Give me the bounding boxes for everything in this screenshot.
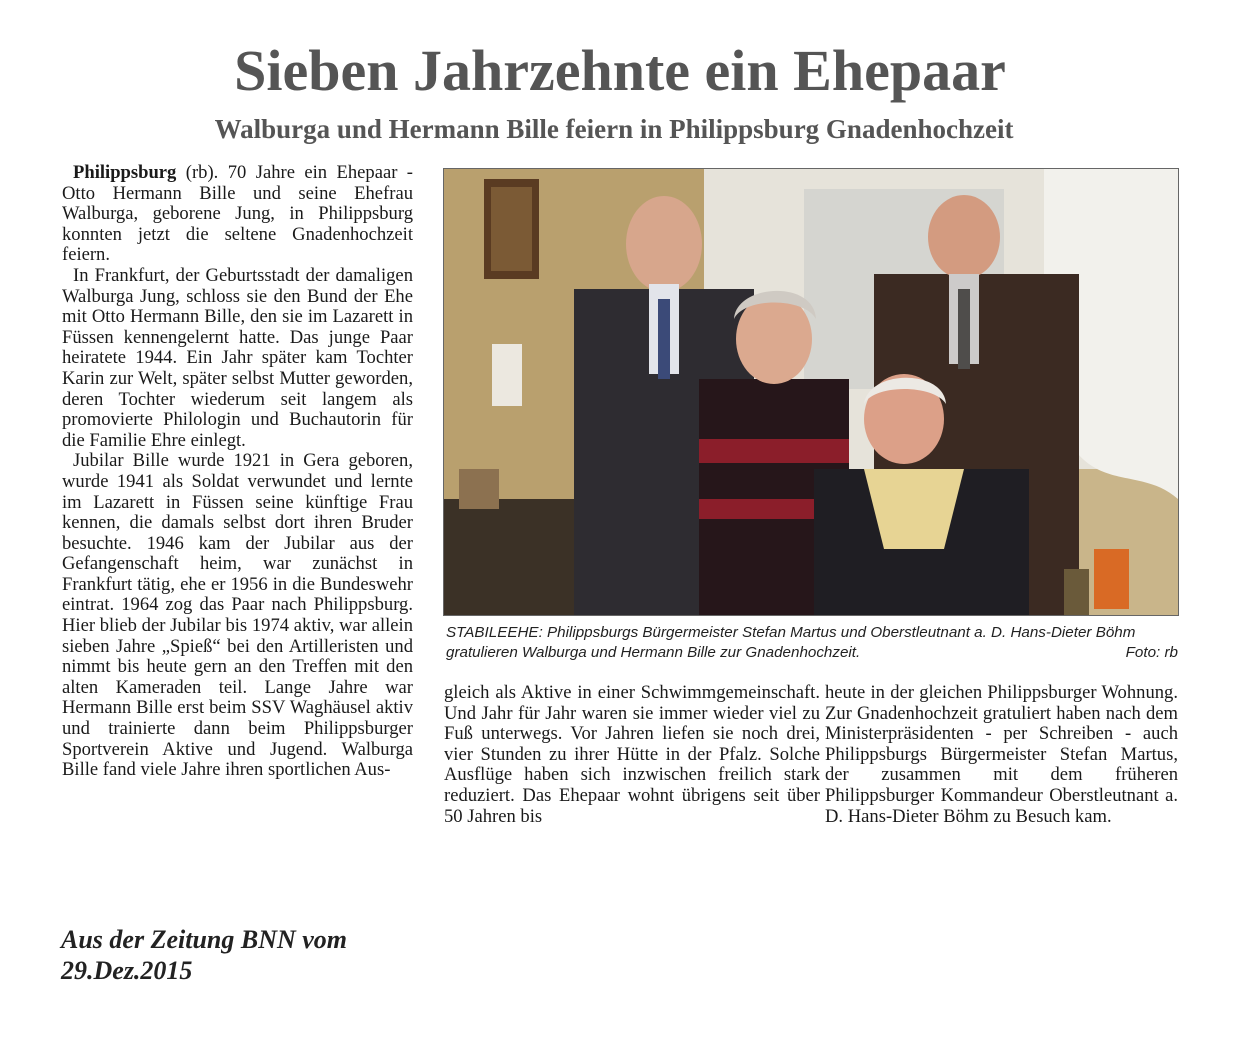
paragraph-1-text: (rb). 70 Jahre ein Ehepaar - Otto Hermann Bille und seine Ehefrau Walburga, geborene Jung, in Philippsburg konnten jetzt die seltene Gnadenhochzeit feiern. xyxy=(62,162,413,266)
article-photo xyxy=(443,168,1179,616)
article-column-1 xyxy=(62,163,413,781)
article-column-3 xyxy=(825,683,1178,827)
headline: Sieben Jahrzehnte ein Ehepaar xyxy=(234,38,1006,103)
source-note-line-2: 29.Dez.2015 xyxy=(61,956,193,985)
source-note-line-1: Aus der Zeitung BNN vom xyxy=(61,925,348,954)
source-note xyxy=(61,924,481,986)
paragraph-continued: gleich als Aktive in einer Schwimmgemeinschaft. Und Jahr für Jahr waren sie immer wieder viel zu Fuß unterwegs. Vor Jahren liefen sie noch drei, vier Stunden zu ihrer Hütte in der Pfalz. Solche Ausflüge haben sich inzwischen freilich stark reduziert. Das Ehepaar wohnt übrigens seit über 50 Jahren bis xyxy=(444,682,820,827)
caption-text: STABILEEHE: Philippsburgs Bürgermeister Stefan Martus und Oberstleutnant a. D. Hans-Dieter Böhm gratulieren Walburga und Hermann Bille zur Gnadenhochzeit. xyxy=(446,624,1136,661)
photo-caption xyxy=(446,623,1178,663)
photo-credit: Foto: rb xyxy=(1125,644,1178,661)
photo-illustration xyxy=(444,169,1178,615)
paragraph-final: heute in der gleichen Philippsburger Wohnung. Zur Gnadenhochzeit gratuliert haben nach dem Ministerpräsidenten - per Schreiben - auch Philippsburgs Bürgermeister Stefan Martus, der zusammen mit dem früheren Philippsburger Kommandeur Oberstleutnant a. D. Hans-Dieter Böhm zu Besuch kam. xyxy=(825,682,1178,827)
paragraph-3: Jubilar Bille wurde 1921 in Gera geboren, wurde 1941 als Soldat verwundet und lernte im Lazarett in Füssen seine künftige Frau kennen, die damals selbst dort ihren Bruder besuchte. 1946 kam der Jubilar aus der Gefangenschaft heim, war zunächst in Frankfurt tätig, ehe er 1956 in die Bundeswehr eintrat. 1964 zog das Paar nach Philippsburg. Hier blieb der Jubilar bis 1974 aktiv, war allein sieben Jahre „Spieß“ bei den Artilleristen und nimmt bis heute gern an den Treffen mit den alten Kameraden teil. Lange Jahre war Hermann Bille erst beim SSV Waghäusel aktiv und trainierte dann beim Philippsburger Sportverein Aktive und Jugend. Walburga Bille fand viele Jahre ihren sportlichen Aus- xyxy=(62,450,413,781)
paragraph-1 xyxy=(62,163,413,266)
paragraph-2: In Frankfurt, der Geburtsstadt der damaligen Walburga Jung, schloss sie den Bund der Ehe mit Otto Hermann Bille, den sie im Lazarett in Füssen kennengelernt hatte. Das junge Paar heiratete 1944. Ein Jahr später kam Tochter Karin zur Welt, später selbst Mutter geworden, deren Tochter wiederum seit langem als promovierte Philologin und Buchautorin für die Familie Ehre einlegt. xyxy=(62,264,413,451)
article-column-2 xyxy=(444,683,820,827)
dateline: Philippsburg xyxy=(73,162,177,183)
subheadline: Walburga und Hermann Bille feiern in Philippsburg Gnadenhochzeit xyxy=(214,114,1014,144)
